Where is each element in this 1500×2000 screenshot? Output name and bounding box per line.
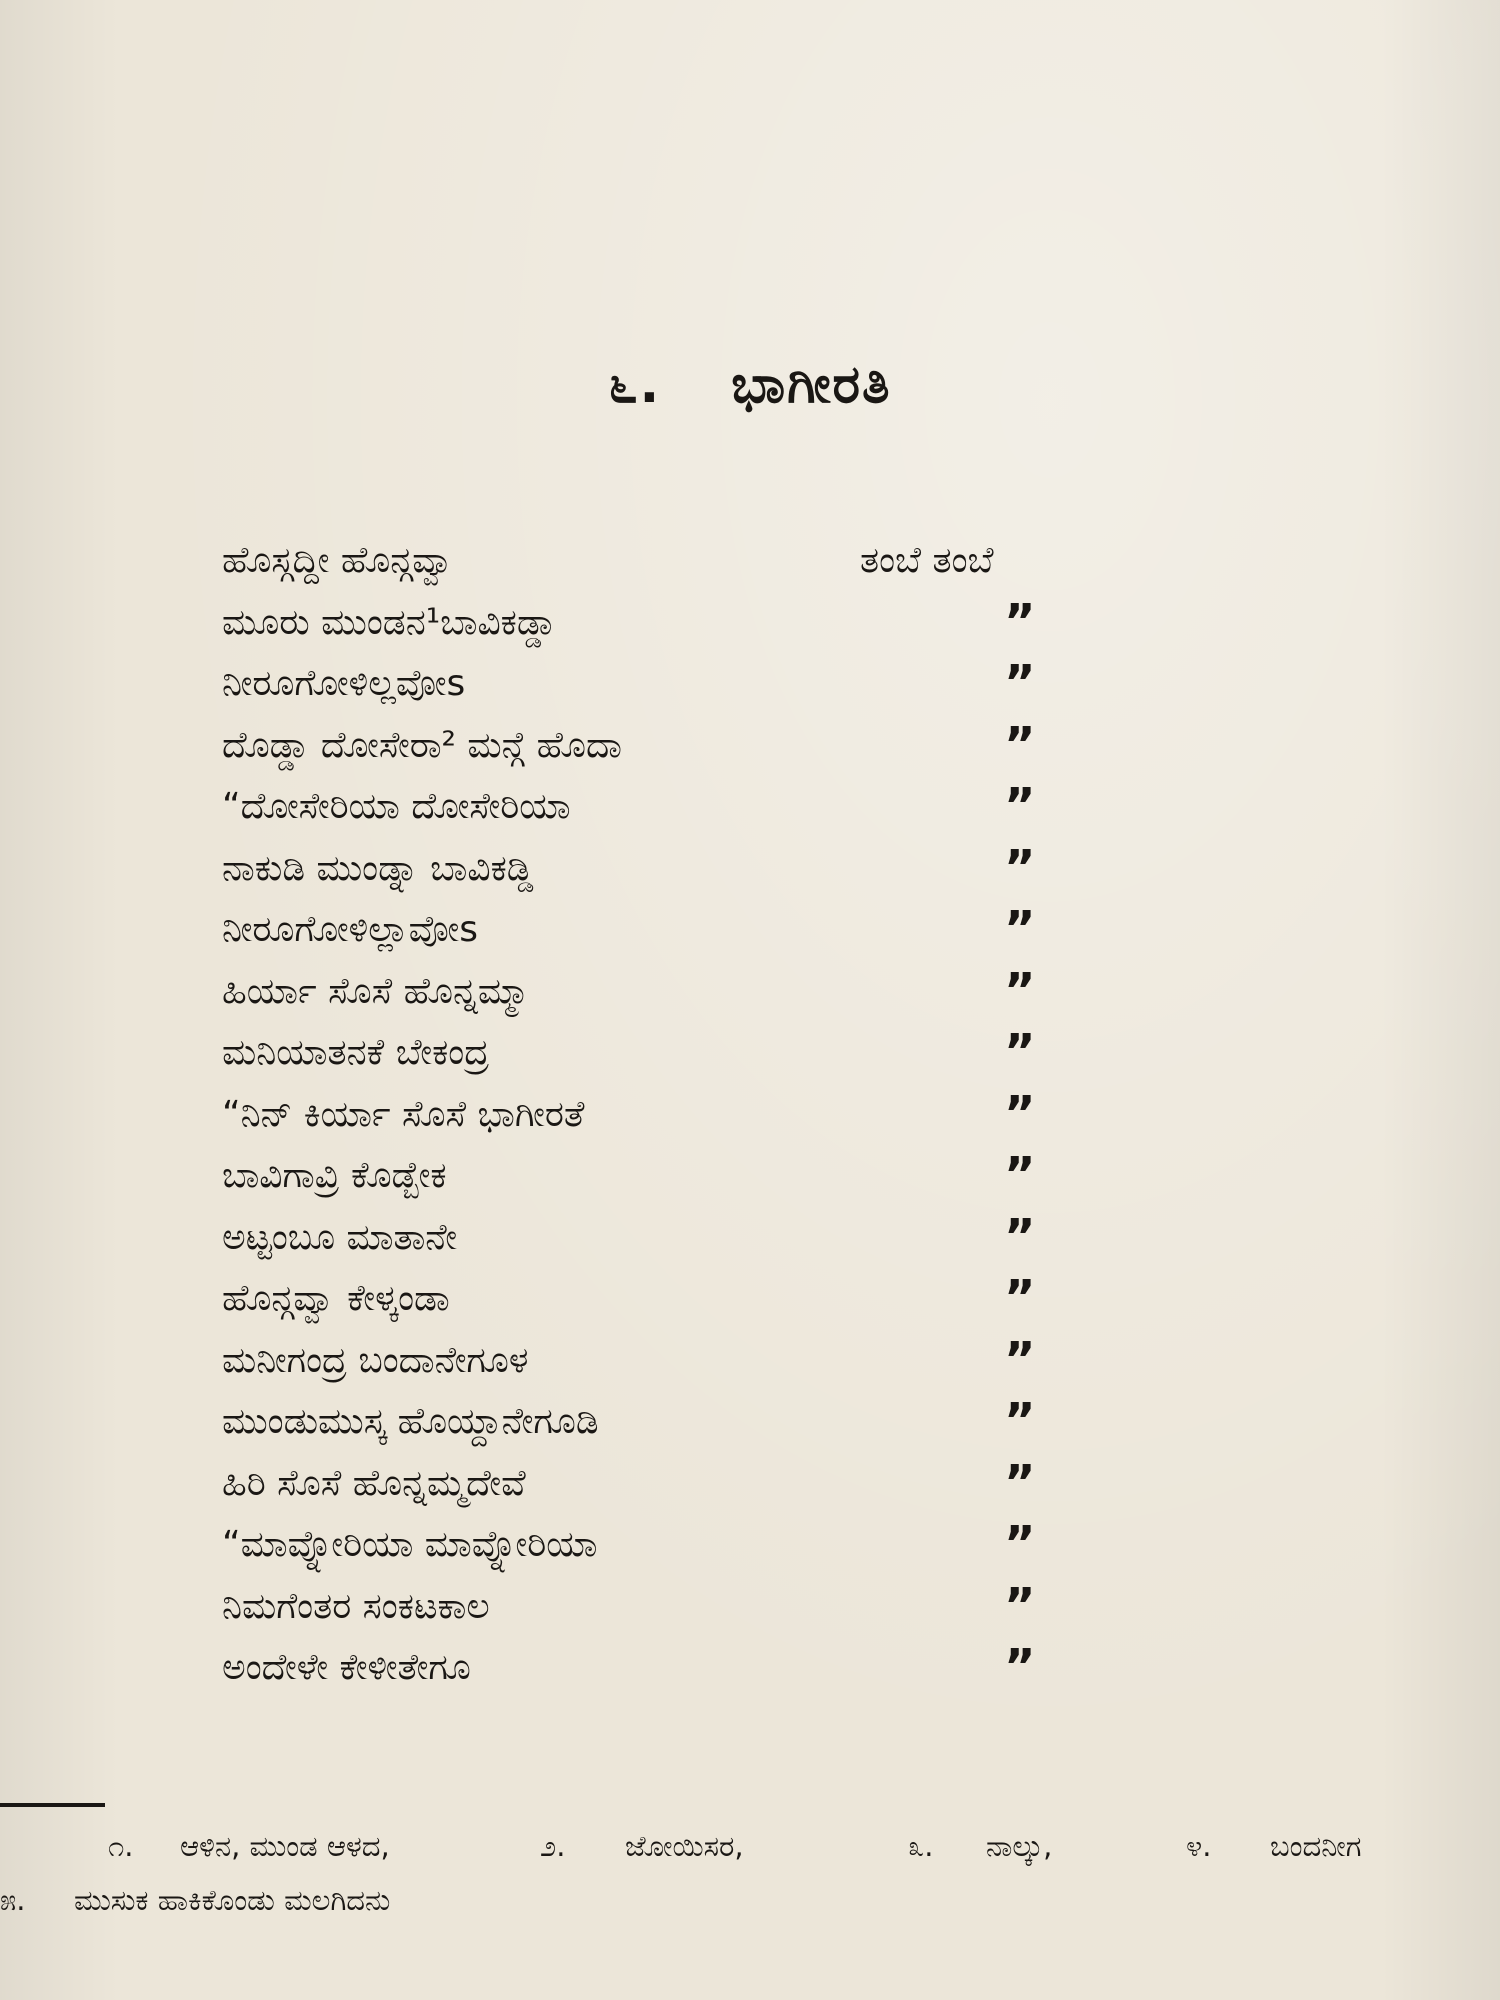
poem-line: [222, 1330, 1142, 1392]
poem-line: [222, 1268, 1142, 1330]
poem-line: [222, 530, 1142, 592]
ditto-mark: ”: [1004, 1208, 1036, 1265]
ditto-mark: ”: [1004, 962, 1036, 1019]
footnote-1-number: ೧.: [108, 1829, 134, 1863]
poem-line-text: ಹೊಸ್ಗದ್ದೀ ಹೊನ್ಗವ್ವಾ: [222, 540, 455, 581]
footnote-line-2: [0, 1876, 1500, 1924]
poem-line: [222, 1207, 1142, 1269]
poem-title: [0, 355, 1500, 416]
poem-line-text: “ಮಾವ್ನೋರಿಯಾ ಮಾವ್ನೋರಿಯಾ: [222, 1524, 598, 1565]
ditto-mark: ”: [1004, 1639, 1036, 1695]
poem-line: [222, 1391, 1142, 1453]
poem-line: [222, 1453, 1142, 1515]
ditto-mark: ”: [1004, 1270, 1036, 1326]
footnote-1-text: ಆಳಿನ, ಮುಂಡ ಆಳದ,: [180, 1829, 390, 1863]
ditto-mark: ”: [1004, 1516, 1036, 1572]
footnote-5-text: ಮುಸುಕ ಹಾಕಿಕೊಂಡು ಮಲಗಿದನು: [74, 1883, 391, 1917]
ditto-mark: ”: [1004, 1454, 1036, 1511]
poem-line: [222, 1514, 1142, 1576]
poem-line: [222, 1145, 1142, 1207]
poem-line: [222, 1637, 1142, 1699]
poem-line-text: ಅಟ್ಟಂಬೂ ಮಾತಾನೇ: [222, 1216, 458, 1258]
ditto-mark: ”: [1004, 778, 1036, 834]
poem-line-text: “ನಿನ್ ಕಿರ್ಯಾ ಸೊಸೆ ಭಾಗೀರತೆ: [222, 1093, 585, 1135]
ditto-mark: ”: [1004, 716, 1036, 773]
footnotes: [0, 1822, 1500, 1924]
ditto-mark: ”: [1004, 1393, 1036, 1449]
poem-line-text: ಮೂರು ಮುಂಡನ¹ಬಾವಿಕಡ್ಡಾ: [222, 601, 557, 643]
poem-line-text: ನೀರೂಗೋಳಿಲ್ಲಾವೋs: [222, 909, 478, 950]
ditto-mark: ”: [1004, 1147, 1036, 1203]
ditto-mark: ”: [1004, 593, 1036, 650]
poem-line-text: ನಾಕುಡಿ ಮುಂಡ್ನಾ ಬಾವಿಕಡ್ಡಿ: [222, 847, 534, 889]
footnote-5-number: ೫.: [0, 1883, 26, 1917]
poem-line-text: “ದೋಸೇರಿಯಾ ದೋಸೇರಿಯಾ: [222, 786, 571, 827]
poem-line-text: ದೊಡ್ಡಾ ದೋಸೇರಾ² ಮನ್ಗೆ ಹೊದಾ: [222, 724, 622, 766]
poem-line: [222, 715, 1142, 777]
poem-line-text: ಬಾವಿಗಾವ್ರಿ ಕೊಡ್ಬೇಕ: [222, 1155, 447, 1196]
footnote-3-text: ನಾಲ್ಕು,: [986, 1829, 1053, 1863]
ditto-mark: ”: [1004, 1085, 1036, 1142]
footnote-2-text: ಜೋಯಿಸರ,: [625, 1829, 744, 1863]
poem-body: [222, 530, 1142, 1699]
footnote-line-1: [0, 1822, 1500, 1870]
footnote-divider: [0, 1803, 105, 1807]
poem-line: [222, 653, 1142, 715]
footnote-4-text: ಬಂದನೀಗ: [1270, 1829, 1362, 1863]
poem-line-text: ನೀರೂಗೋಳಿಲ್ಲವೋs: [222, 663, 466, 704]
footnote-2-number: ೨.: [540, 1829, 566, 1863]
poem-line: [222, 592, 1142, 654]
poem-title-text: ಭಾಗೀರತಿ: [731, 355, 892, 415]
ditto-mark: ”: [1004, 1577, 1036, 1634]
poem-line: [222, 961, 1142, 1023]
poem-line-text: ಹೊನ್ಗವ್ವಾ ಕೇಳ್ಕಂಡಾ: [222, 1278, 450, 1319]
poem-line-text: ಮನಿಯಾತನಕೆ ಬೇಕಂದ್ರ: [222, 1032, 490, 1073]
poem-line-text: ಹಿರಿ ಸೊಸೆ ಹೊನ್ನಮ್ಮದೇವೆ: [222, 1462, 526, 1504]
footnote-4-number: ೪.: [1186, 1829, 1212, 1863]
refrain-text: ತಂಬೆ ತಂಬೆ: [860, 540, 994, 581]
poem-number: ೬.: [608, 355, 662, 415]
poem-line-text: ನಿಮಗೆಂತರ ಸಂಕಟಕಾಲ: [222, 1585, 490, 1627]
poem-line-text: ಮನೀಗಂದ್ರ ಬಂದಾನೇಗೂಳ: [222, 1339, 529, 1381]
poem-line: [222, 776, 1142, 838]
ditto-mark: ”: [1004, 1331, 1036, 1388]
poem-line: [222, 1576, 1142, 1638]
poem-line: [222, 838, 1142, 900]
footnote-3-number: ೩.: [908, 1829, 934, 1863]
ditto-mark: ”: [1004, 655, 1036, 711]
poem-line-text: ಅಂದೇಳೇ ಕೇಳೀತೇಗೂ: [222, 1647, 471, 1688]
ditto-mark: ”: [1004, 1024, 1036, 1080]
poem-line-text: ಹಿರ್ಯಾ ಸೊಸೆ ಹೊನ್ನಮ್ಮಾ: [222, 970, 530, 1012]
poem-line: [222, 1022, 1142, 1084]
poem-line: [222, 1084, 1142, 1146]
poem-line-text: ಮುಂಡುಮುಸ್ಕ ಹೊಯ್ದಾನೇಗೂಡಿ: [222, 1401, 599, 1442]
ditto-mark: ”: [1004, 901, 1036, 957]
ditto-mark: ”: [1004, 839, 1036, 896]
poem-line: [222, 899, 1142, 961]
